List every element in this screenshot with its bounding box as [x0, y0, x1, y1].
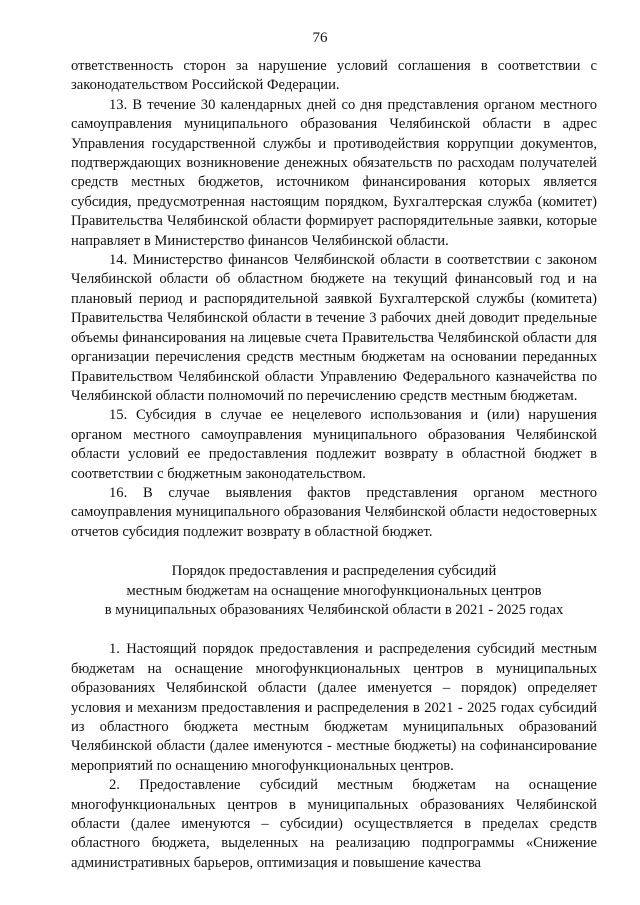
section-heading — [71, 562, 597, 620]
paragraph-2: 2. Предоставление субсидий местным бюджетам на оснащение многофункциональных центров в муниципальных образованиях Челябинской области (далее именуются – субсидии) осуществляется в пределах средств областного бюджета, выделенных на реализацию подпрограммы «Снижение административных барьеров, оптимизация и повышение качества — [71, 777, 597, 871]
document-body — [71, 57, 597, 873]
section-heading-line-2: местным бюджетам на оснащение многофункциональных центров — [126, 582, 542, 599]
section-heading-line-3: в муниципальных образованиях Челябинской области в 2021 - 2025 годах — [104, 601, 564, 618]
paragraph-16: 16. В случае выявления фактов представления органом местного самоуправления муниципального образования Челябинской области недостоверных отчетов субсидия подлежит возврату в областной бюджет. — [71, 484, 597, 540]
page-number: 76 — [312, 30, 328, 46]
paragraph-14: 14. Министерство финансов Челябинской области в соответствии с законом Челябинской области об областном бюджете на текущий финансовый год и на плановый период и распорядительной заявкой Бухгалтерской службы (комитета) Правительства Челябинской области в течение 3 рабочих дней доводит предельные объемы финансирования на лицевые счета Правительства Челябинской области для организации перечисления средств местным бюджетам на основании переданных Правительством Челябинской области Управлению Федерального казначейства по Челябинской области полномочий по перечислению средств местным бюджетам. — [71, 252, 597, 404]
paragraph-15: 15. Субсидия в случае ее нецелевого использования и (или) нарушения органом местного самоуправления муниципального образования Челябинской области условий ее предоставления подлежит возврату в областной бюджет в соответствии с бюджетным законодательством. — [71, 407, 597, 482]
paragraph-1: 1. Настоящий порядок предоставления и распределения субсидий местным бюджетам на оснащение многофункциональных центров в муниципальных образованиях Челябинской области (далее именуется – порядок) определяет условия и механизм предоставления и распределения в 2021 - 2025 годах субсидий из областного бюджета местным бюджетам муниципальных образований Челябинской области (далее именуются - местные бюджеты) на софинансирование мероприятий по оснащению многофункциональных центров. — [71, 641, 597, 774]
paragraph-responsibility: ответственность сторон за нарушение условий соглашения в соответствии с законодательством Российской Федерации. — [71, 58, 597, 94]
paragraph-13: 13. В течение 30 календарных дней со дня представления органом местного самоуправления муниципального образования Челябинской области в адрес Управления государственной службы и противодействия коррупции документов, подтверждающих возникновение денежных обязательств по расходам получателей средств местных бюджетов, источником финансирования которых является субсидия, предусмотренная настоящим порядком, Бухгалтерская служба (комитет) Правительства Челябинской области формирует распорядительные заявки, которые направляет в Министерство финансов Челябинской области. — [71, 96, 597, 249]
section-heading-line-1: Порядок предоставления и распределения субсидий — [171, 563, 497, 580]
